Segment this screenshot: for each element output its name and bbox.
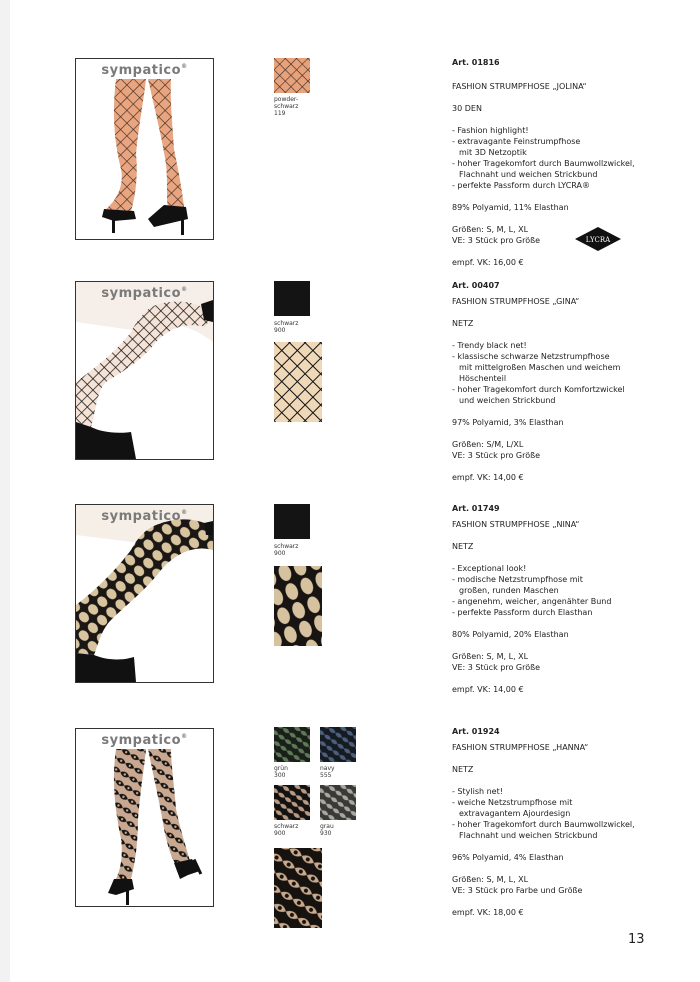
- feature-item: - Stylish net!: [452, 787, 503, 796]
- sizes: Größen: S, M, L, XL: [452, 225, 529, 234]
- feature-list: [452, 563, 682, 618]
- product-photo-hanna: [75, 728, 214, 907]
- color-label: schwarz 900: [274, 320, 299, 334]
- product-name: FASHION STRUMPFHOSE „JOLINA“: [452, 82, 587, 91]
- packaging-unit: VE: 3 Stück pro Größe: [452, 663, 541, 672]
- price: empf. VK: 14,00 €: [452, 473, 524, 482]
- color-label: powder- schwarz 119: [274, 96, 299, 117]
- feature-list: [452, 340, 682, 406]
- brand-logo: sympatico®: [101, 286, 188, 301]
- legs-illustration: [76, 729, 213, 906]
- product-den: NETZ: [452, 542, 474, 551]
- pattern-detail-swatch: [274, 848, 322, 928]
- product-photo-gina: [75, 281, 214, 460]
- legs-illustration: [76, 505, 213, 682]
- page-edge-strip: [0, 0, 10, 982]
- feature-item: - perfekte Passform durch LYCRA®: [452, 181, 590, 190]
- feature-item: - Exceptional look!: [452, 564, 527, 573]
- feature-item: - extravagante Feinstrumpfhose mit 3D Netzoptik: [452, 137, 581, 157]
- material: 97% Polyamid, 3% Elasthan: [452, 418, 564, 427]
- product-info-nina: [452, 503, 682, 695]
- pattern-detail-swatch: [274, 342, 322, 422]
- product-name: FASHION STRUMPFHOSE „GINA“: [452, 297, 580, 306]
- color-swatch-schwarz: [274, 504, 310, 539]
- color-label: navy 555: [320, 765, 335, 779]
- brand-logo: sympatico®: [101, 63, 188, 78]
- feature-item: - hoher Tragekomfort durch Komfortzwickel und weichen Strickbund: [452, 385, 625, 405]
- color-swatch-gruen: [274, 727, 310, 762]
- feature-list: [452, 786, 682, 841]
- price: empf. VK: 18,00 €: [452, 908, 524, 917]
- feature-item: - modische Netzstrumpfhose mit großen, runden Maschen: [452, 575, 583, 595]
- color-label: schwarz 900: [274, 543, 299, 557]
- material: 89% Polyamid, 11% Elasthan: [452, 203, 569, 212]
- sizes: Größen: S, M, L, XL: [452, 875, 529, 884]
- brand-logo: sympatico®: [101, 733, 188, 748]
- lycra-badge: [573, 226, 623, 252]
- product-info-jolina: [452, 57, 682, 268]
- color-swatch-navy: [320, 727, 356, 762]
- product-info-hanna: [452, 726, 682, 918]
- feature-item: - Trendy black net!: [452, 341, 527, 350]
- feature-item: - weiche Netzstrumpfhose mit extravagantem Ajourdesign: [452, 798, 573, 818]
- color-label: grau 930: [320, 823, 334, 837]
- article-number: Art. 01816: [452, 58, 500, 67]
- product-den: NETZ: [452, 765, 474, 774]
- product-photo-nina: [75, 504, 214, 683]
- color-swatch-schwarz: [274, 785, 310, 820]
- feature-list: [452, 125, 682, 191]
- color-swatch-powder-schwarz: [274, 58, 310, 93]
- article-number: Art. 01749: [452, 504, 500, 513]
- feature-item: - hoher Tragekomfort durch Baumwollzwickel, Flachnaht und weichen Strickbund: [452, 820, 635, 840]
- packaging-unit: VE: 3 Stück pro Farbe und Größe: [452, 886, 583, 895]
- legs-illustration: [76, 59, 213, 239]
- color-swatch-schwarz: [274, 281, 310, 316]
- page-number: 13: [628, 932, 645, 947]
- packaging-unit: VE: 3 Stück pro Größe: [452, 451, 541, 460]
- feature-item: - perfekte Passform durch Elasthan: [452, 608, 593, 617]
- feature-item: - hoher Tragekomfort durch Baumwollzwickel, Flachnaht und weichen Strickbund: [452, 159, 635, 179]
- price: empf. VK: 14,00 €: [452, 685, 524, 694]
- product-info-gina: [452, 280, 682, 483]
- material: 80% Polyamid, 20% Elasthan: [452, 630, 569, 639]
- sizes: Größen: S, M, L, XL: [452, 652, 529, 661]
- brand-logo: sympatico®: [101, 509, 188, 524]
- product-den: 30 DEN: [452, 104, 482, 113]
- lycra-text: LYCRA: [585, 236, 611, 244]
- color-swatch-grau: [320, 785, 356, 820]
- color-label: grün 300: [274, 765, 288, 779]
- article-number: Art. 00407: [452, 281, 500, 290]
- price: empf. VK: 16,00 €: [452, 258, 524, 267]
- sizes: Größen: S/M, L/XL: [452, 440, 524, 449]
- packaging-unit: VE: 3 Stück pro Größe: [452, 236, 541, 245]
- feature-item: - Fashion highlight!: [452, 126, 529, 135]
- pattern-detail-swatch: [274, 566, 322, 646]
- feature-item: - angenehm, weicher, angenähter Bund: [452, 597, 612, 606]
- article-number: Art. 01924: [452, 727, 500, 736]
- material: 96% Polyamid, 4% Elasthan: [452, 853, 564, 862]
- product-photo-jolina: [75, 58, 214, 240]
- color-label: schwarz 900: [274, 823, 299, 837]
- product-den: NETZ: [452, 319, 474, 328]
- product-name: FASHION STRUMPFHOSE „HANNA“: [452, 743, 589, 752]
- legs-illustration: [76, 282, 213, 459]
- product-name: FASHION STRUMPFHOSE „NINA“: [452, 520, 580, 529]
- feature-item: - klassische schwarze Netzstrumpfhose mit mittelgroßen Maschen und weichem Höschenteil: [452, 352, 621, 383]
